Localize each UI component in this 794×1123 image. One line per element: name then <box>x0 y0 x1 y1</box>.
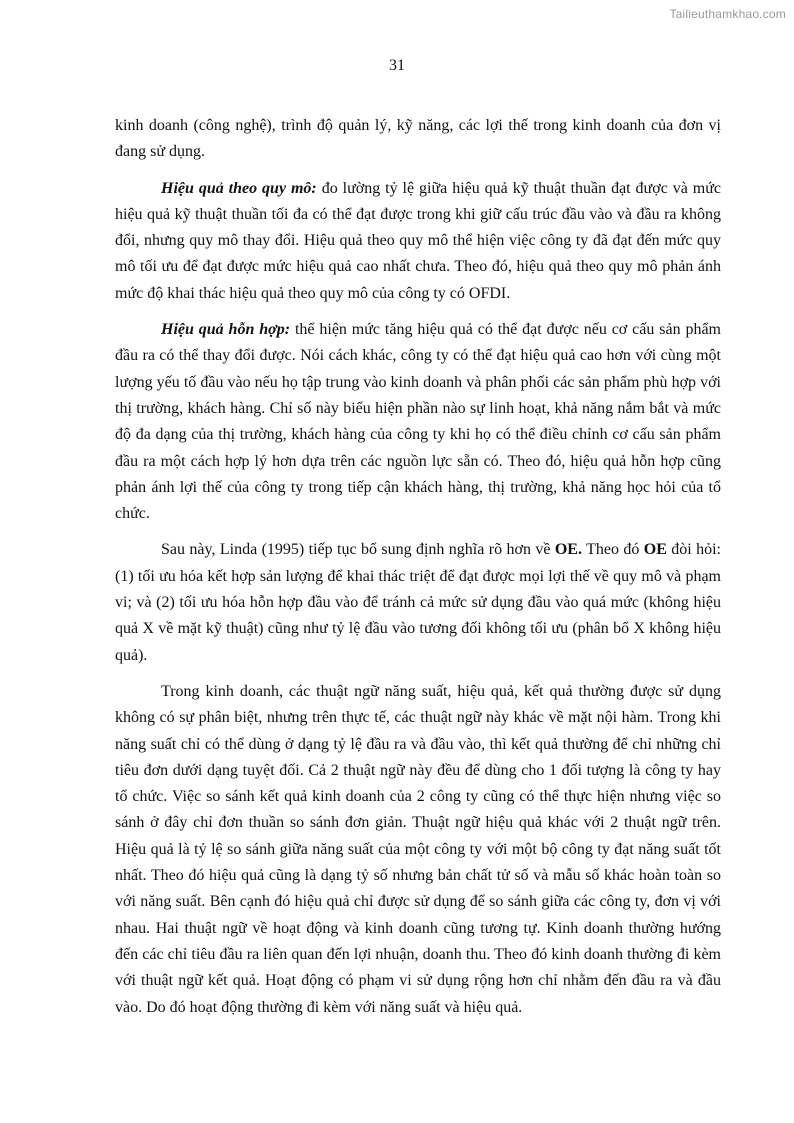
document-body <box>115 113 721 1021</box>
page-number: 31 <box>389 57 405 74</box>
oe-term-2: OE <box>643 541 667 559</box>
paragraph-continuation: kinh doanh (công nghệ), trình độ quản lý, kỹ năng, các lợi thế trong kinh doanh của đơn vị đang sử dụng. <box>115 117 721 161</box>
oe-text-c: Theo đó <box>581 541 644 559</box>
term-mix-efficiency: Hiệu quả hỗn hợp: <box>161 321 291 339</box>
mix-efficiency-text: thể hiện mức tăng hiệu quả có thể đạt được nếu cơ cấu sản phẩm đầu ra có thể thay đổi được. Nói cách khác, công ty có thể đạt hiệu quả cao hơn với cùng một lượng yếu tố đầu vào nếu họ tập trung vào kinh doanh và phân phối các sản phẩm phù hợp với thị trường, khách hàng. Chỉ số này biểu hiện phần nào sự linh hoạt, khả năng nắm bắt và mức độ đa dạng của thị trường, khách hàng của công ty khi họ có thể điều chỉnh cơ cấu sản phẩm đầu ra một cách hợp lý hơn dựa trên các nguồn lực sẵn có. Theo đó, hiệu quả hỗn hợp cũng phản ánh lợi thế của công ty trong tiếp cận khách hàng, thị trường, khả năng học hỏi của tổ chức. <box>115 321 721 523</box>
paragraph-oe-definition <box>115 537 721 668</box>
term-scale-efficiency: Hiệu quả theo quy mô: <box>161 179 317 197</box>
paragraph-mix-efficiency <box>115 317 721 527</box>
oe-text-a: Sau này, Linda (1995) tiếp tục bổ sung định nghĩa rõ hơn về <box>161 541 555 559</box>
oe-text-d: đòi hỏi: (1) tối ưu hóa kết hợp sản lượng để khai thác triệt để đạt được mọi lợi thế về quy mô và phạm vi; và (2) tối ưu hóa hỗn hợp đầu vào để tránh cả mức sử dụng đầu vào quá mức (không hiệu quả X về mặt kỹ thuật) cũng như tỷ lệ đầu vào tương đối không tối ưu (phân bổ X không hiệu quả). <box>115 541 722 664</box>
watermark: Tailieuthamkhao.com <box>669 7 786 21</box>
scale-efficiency-text: đo lường tỷ lệ giữa hiệu quả kỹ thuật thuần đạt được và mức hiệu quả kỹ thuật thuần tối đa có thể đạt được trong khi giữ cấu trúc đầu vào và đầu ra không đổi, nhưng quy mô thay đổi. Hiệu quả theo quy mô thể hiện việc công ty đã đạt đến mức quy mô tối ưu để đạt được mức hiệu quả cao nhất chưa. Theo đó, hiệu quả theo quy mô phản ánh mức độ khai thác hiệu quả theo quy mô của công ty có OFDI. <box>115 179 721 302</box>
paragraph-terminology: Trong kinh doanh, các thuật ngữ năng suất, hiệu quả, kết quả thường được sử dụng không có sự phân biệt, nhưng trên thực tế, các thuật ngữ này khác về mặt nội hàm. Trong khi năng suất chỉ có thể dùng ở dạng tỷ lệ đầu ra và đầu vào, thì kết quả thường để chỉ những chỉ tiêu đơn dưới dạng tuyệt đối. Cả 2 thuật ngữ này đều để dùng cho 1 đối tượng là công ty hay tổ chức. Việc so sánh kết quả kinh doanh của 2 công ty cũng có thể thực hiện nhưng việc so sánh ở đây chỉ đơn thuần so sánh đơn giản. Thuật ngữ hiệu quả khác với 2 thuật ngữ trên. Hiệu quả là tỷ lệ so sánh giữa năng suất của một công ty với một bộ công ty đạt năng suất tốt nhất. Theo đó hiệu quả cũng là dạng tỷ số nhưng bản chất tử số và mẫu số khác hoàn toàn so với năng suất. Bên cạnh đó hiệu quả chỉ được sử dụng để so sánh giữa các công ty, đơn vị với nhau. Hai thuật ngữ về hoạt động và kinh doanh cũng tương tự. Kinh doanh thường hướng đến các chỉ tiêu đầu ra liên quan đến lợi nhuận, doanh thu. Theo đó kinh doanh thường đi kèm với thuật ngữ kết quả. Hoạt động có phạm vi sử dụng rộng hơn chỉ nhằm đến đầu ra và đầu vào. Do đó hoạt động thường đi kèm với năng suất và hiệu quả. <box>115 682 721 1016</box>
oe-term-1: OE. <box>554 541 582 559</box>
paragraph-scale-efficiency <box>115 176 721 307</box>
